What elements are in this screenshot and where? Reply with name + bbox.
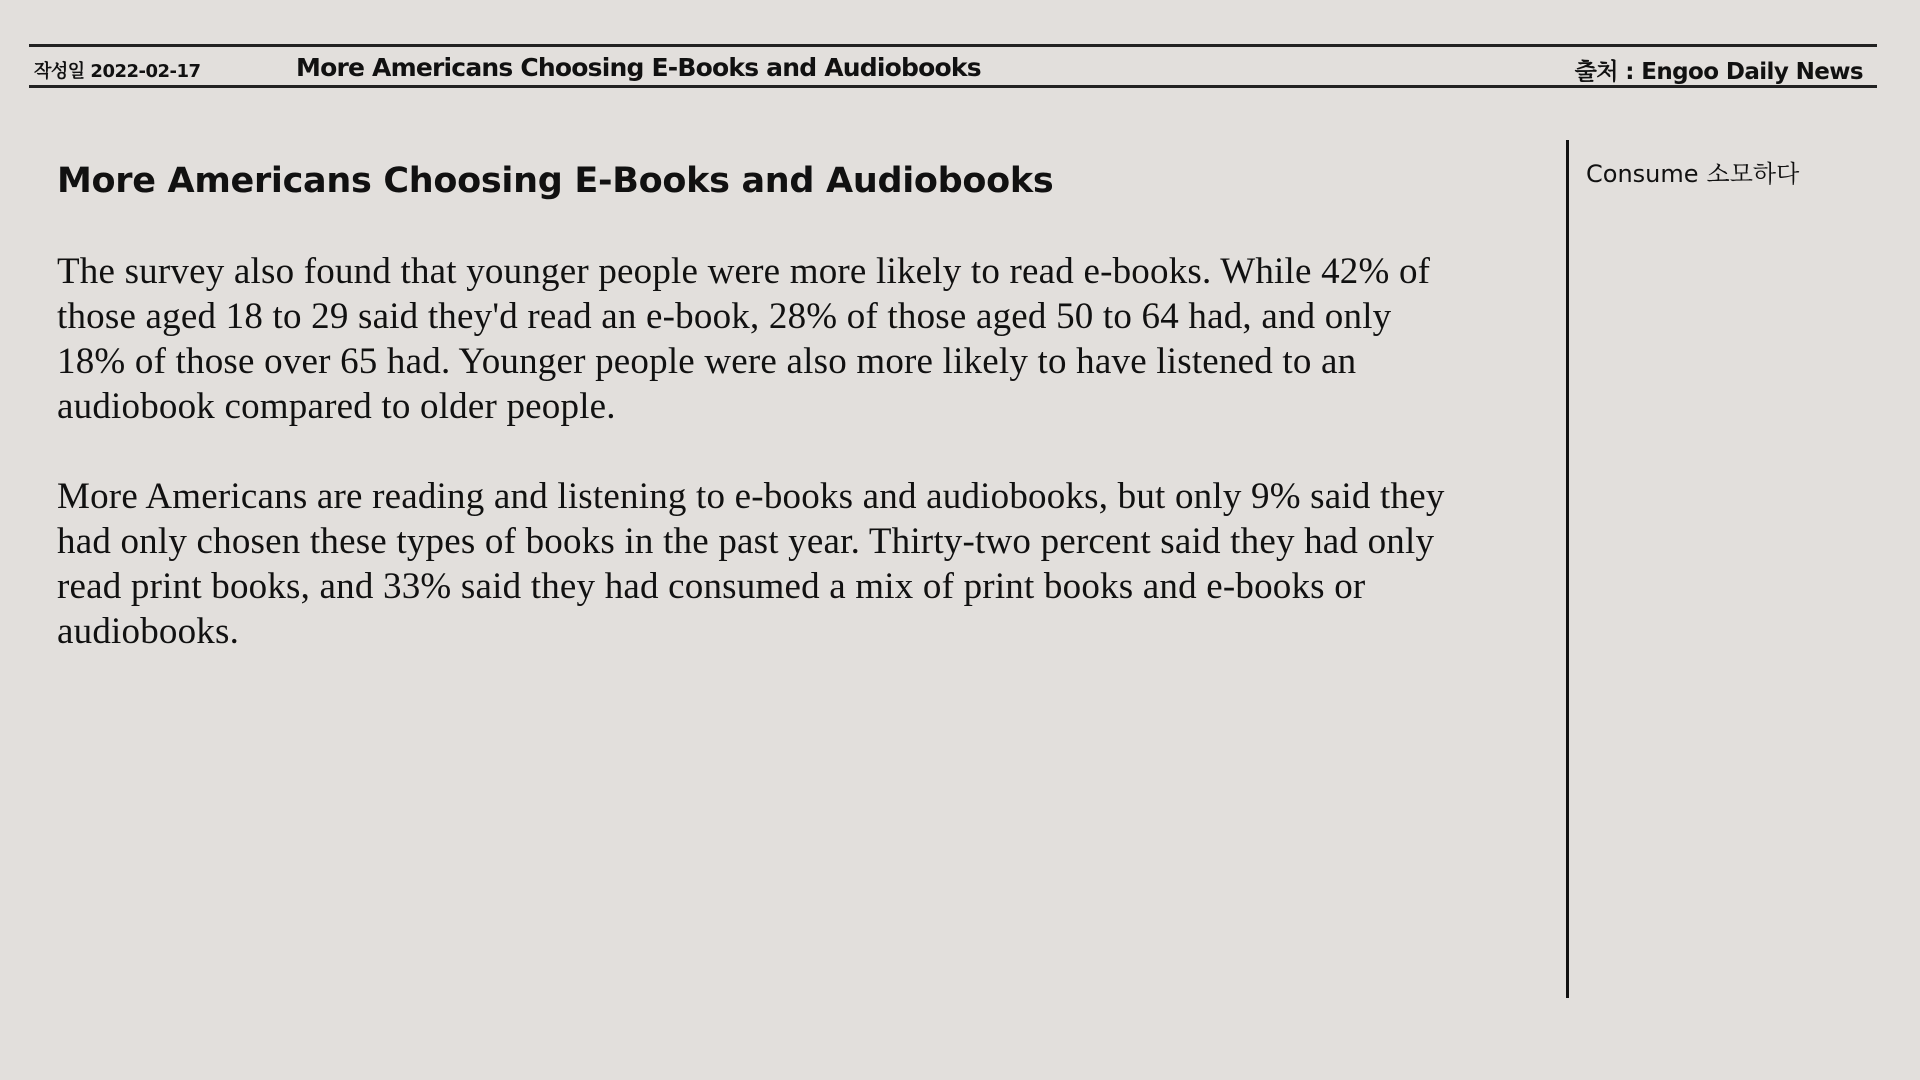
vocabulary-item [1586, 154, 1799, 189]
vocabulary-meaning: 소모하다 [1706, 160, 1800, 188]
article-body [57, 249, 1457, 654]
header-title: More Americans Choosing E-Books and Audiobooks [296, 53, 981, 82]
source-credit: 출처 : Engoo Daily News [1574, 59, 1863, 85]
article-paragraph: More Americans are reading and listening to e-books and audiobooks, but only 9% said they had only chosen these types of books in the past year. Thirty-two percent said they had only read print books, and 33% said they had consumed a mix of print books and e-books or audiobooks. [57, 476, 1445, 652]
vocabulary-panel [1586, 154, 1799, 189]
article [57, 150, 1457, 699]
vocabulary-word: Consume [1586, 160, 1699, 188]
header-bar [29, 44, 1877, 88]
vertical-divider [1566, 140, 1569, 998]
article-paragraph: The survey also found that younger people were more likely to read e-books. While 42% of those aged 18 to 29 said they'd read an e-book, 28% of those aged 50 to 64 had, and only 18% of those over 65 had. Younger people were also more likely to have listened to an audiobook compared to older people. [57, 251, 1431, 427]
publish-date: 작성일 2022-02-17 [34, 61, 201, 82]
article-title: More Americans Choosing E-Books and Audiobooks [57, 161, 1054, 201]
